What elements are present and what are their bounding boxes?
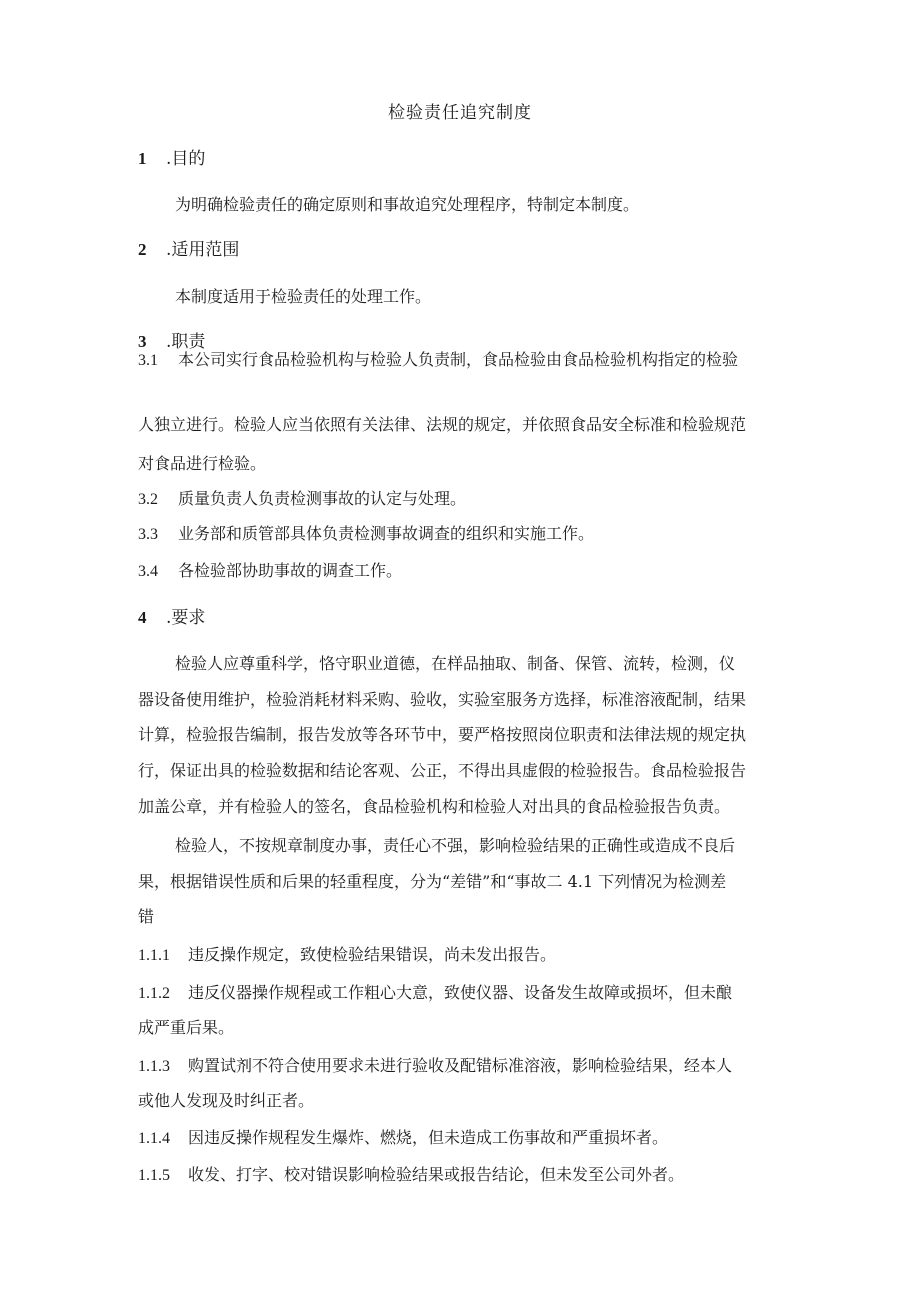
section-heading-1 (138, 144, 205, 169)
list-item-3-4 (138, 555, 788, 588)
paragraph-line: 成严重后果。 (138, 1018, 235, 1037)
list-item-1-1-2 (138, 977, 788, 1010)
section-number: 4 (138, 608, 147, 627)
section-number: 3 (138, 332, 147, 351)
paragraph-line: 计算，检验报告编制，报告发放等各环节中，要严格按照岗位职责和法律法规的规定执 (138, 725, 747, 744)
item-text: 违反仪器操作规程或工作粗心大意，致使仪器、设备发生故障或损坏，但未酿 (188, 983, 733, 1002)
paragraph-line: 错 (138, 907, 155, 926)
item-number: 1.1.2 (138, 985, 170, 1002)
paragraph-line: 对食品进行检验。 (138, 454, 267, 473)
paragraph-line: 果，根据错误性质和后果的轻重程度，分为“差错”和“事故二 4.1 下列情况为检测差 (138, 872, 727, 891)
document-title: 检验责任追究制度 (388, 103, 532, 123)
section-heading-2 (138, 235, 239, 260)
item-number: 1.1.4 (138, 1130, 170, 1147)
paragraph-line: 本制度适用于检验责任的处理工作。 (175, 287, 432, 306)
item-text: 本公司实行食品检验机构与检验人负责制，食品检验由食品检验机构指定的检验 (178, 350, 739, 369)
paragraph-line: 检验人应尊重科学，恪守职业道德，在样品抽取、制备、保管、流转，检测，仪 (175, 654, 736, 673)
list-item-3-3 (138, 518, 788, 551)
item-number: 1.1.1 (138, 947, 170, 964)
section-heading-4 (138, 603, 205, 628)
section-number: 1 (138, 149, 147, 168)
paragraph-line: 或他人发现及时纠正者。 (138, 1091, 315, 1110)
section-number: 2 (138, 240, 147, 259)
item-text: 收发、打字、校对错误影响检验结果或报告结论，但未发至公司外者。 (188, 1165, 685, 1184)
item-text: 购置试剂不符合使用要求未进行验收及配错标准溶液，影响检验结果，经本人 (188, 1056, 733, 1075)
section-title: .目的 (166, 149, 206, 169)
list-item-1-1-4 (138, 1122, 788, 1155)
list-item-1-1-1 (138, 939, 788, 972)
section-title: .适用范围 (166, 240, 240, 260)
list-item-3-2 (138, 483, 788, 516)
list-item-3-1 (138, 344, 788, 377)
paragraph-line: 为明确检验责任的确定原则和事故追究处理程序，特制定本制度。 (175, 195, 640, 214)
list-item-1-1-5 (138, 1159, 788, 1192)
item-number: 1.1.5 (138, 1167, 170, 1184)
paragraph-line: 行，保证出具的检验数据和结论客观、公正，不得出具虚假的检验报告。食品检验报告 (138, 761, 747, 780)
paragraph-line: 检验人，不按规章制度办事，责任心不强，影响检验结果的正确性或造成不良后 (175, 836, 736, 855)
section-title: .职责 (166, 332, 206, 352)
item-number: 1.1.3 (138, 1058, 170, 1075)
paragraph-line: 器设备使用维护，检验消耗材料采购、验收，实验室服务方选择，标准溶液配制，结果 (138, 690, 747, 709)
item-text: 质量负责人负责检测事故的认定与处理。 (178, 489, 467, 508)
paragraph-line: 加盖公章，并有检验人的签名，食品检验机构和检验人对出具的食品检验报告负责。 (138, 797, 731, 816)
item-text: 各检验部协助事故的调查工作。 (178, 561, 403, 580)
list-item-1-1-3 (138, 1050, 788, 1083)
item-number: 3.2 (138, 491, 158, 508)
section-title: .要求 (166, 608, 206, 628)
paragraph-line: 人独立进行。检验人应当依照有关法律、法规的规定，并依照食品安全标准和检验规范 (138, 415, 747, 434)
item-text: 业务部和质管部具体负责检测事故调查的组织和实施工作。 (178, 524, 595, 543)
item-number: 3.3 (138, 526, 158, 543)
item-text: 违反操作规定，致使检验结果错误，尚未发出报告。 (188, 945, 557, 964)
item-text: 因违反操作规程发生爆炸、燃烧，但未造成工伤事故和严重损坏者。 (188, 1128, 669, 1147)
item-number: 3.1 (138, 352, 158, 369)
item-number: 3.4 (138, 563, 158, 580)
